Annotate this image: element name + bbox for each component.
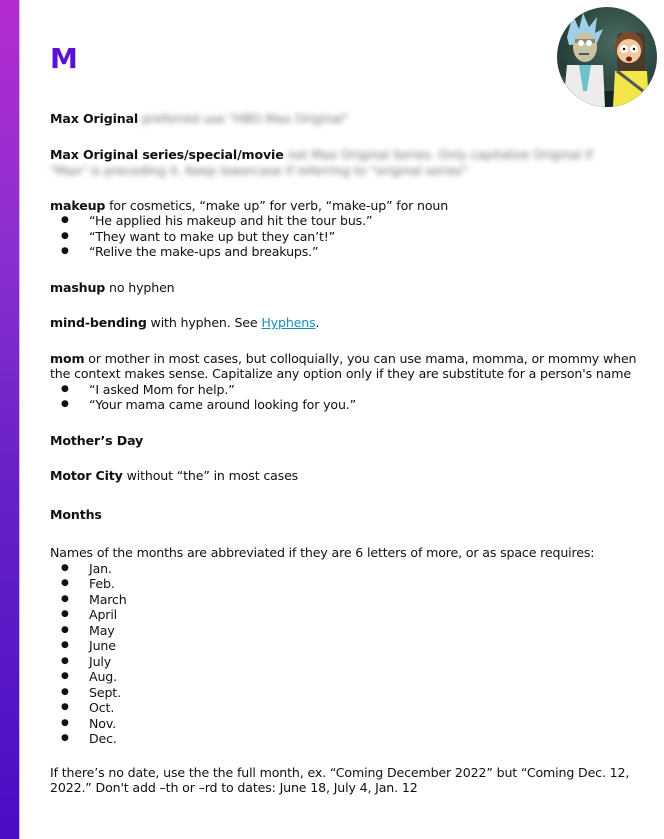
entry-mind-bending	[50, 315, 640, 331]
term: mind-bending	[50, 315, 147, 330]
entry-mothers-day	[50, 433, 640, 449]
definition: without “the” in most cases	[122, 468, 299, 483]
list-item: ● July	[50, 654, 640, 670]
definition: for cosmetics, “make up” for verb, “make-up” for noun	[105, 197, 449, 213]
list-item: ● Feb.	[50, 576, 640, 592]
definition: with hyphen. See	[146, 315, 262, 330]
list-item: ● Oct.	[50, 700, 640, 716]
entry-max-original	[50, 111, 640, 127]
term: mashup	[50, 279, 106, 295]
list-item: ● June	[50, 638, 640, 654]
redacted-definition-line2: "Max" is preceding it. Keep lowercase if referring to "original series"	[50, 163, 468, 178]
term: Motor City	[50, 468, 123, 483]
list-item: ● Jan.	[50, 561, 640, 577]
list-item: ● “Relive the make-ups and breakups.”	[50, 244, 640, 260]
list-item: ● Nov.	[50, 716, 640, 732]
list-item: ● Sept.	[50, 685, 640, 701]
list-item: ● “Your mama came around looking for you.”	[50, 397, 640, 413]
entry-motor-city	[50, 468, 640, 484]
term: Mother’s Day	[50, 432, 144, 448]
entry-max-original-series	[50, 147, 640, 179]
entry-months-heading	[50, 507, 640, 523]
months-heading: Months	[50, 506, 102, 522]
term: makeup	[50, 197, 106, 213]
list-item: ● “He applied his makeup and hit the tour bus.”	[50, 213, 640, 229]
list-item: ● May	[50, 623, 640, 639]
months-list	[50, 561, 640, 747]
examples-list	[50, 382, 640, 413]
term: mom	[50, 350, 85, 366]
term: Max Original	[50, 111, 139, 126]
accent-sidebar-edge	[19, 0, 20, 839]
list-item: ● April	[50, 607, 640, 623]
glossary-content	[50, 111, 640, 816]
list-item: ● Dec.	[50, 731, 640, 747]
term: Max Original series/special/movie	[50, 146, 284, 162]
entry-months	[50, 545, 640, 747]
redacted-definition: preferred use "HBO Max Original"	[141, 111, 349, 126]
list-item: ● “They want to make up but they can’t!”	[50, 229, 640, 245]
list-item: ● Aug.	[50, 669, 640, 685]
months-note: If there’s no date, use the the full month, ex. “Coming December 2022” but “Coming Dec. 12, 2022.” Don't add –th or –rd to dates: June 18, July 4, Jan. 12	[50, 764, 630, 795]
entry-mom	[50, 351, 640, 413]
avatar	[557, 7, 657, 107]
redacted-definition-line1: not Max Original Series. Only capitalize Original if	[287, 146, 593, 162]
definition: no hyphen	[105, 279, 175, 295]
hyphens-link[interactable]: Hyphens	[261, 315, 316, 330]
list-item: ● March	[50, 592, 640, 608]
rick-and-morty-avatar-icon	[557, 7, 657, 107]
definition: or mother in most cases, but colloquially, you can use mama, momma, or mommy when the context makes sense. Capitalize any option only if they are substitute for a person's name	[50, 350, 637, 381]
definition-suffix: .	[315, 315, 320, 330]
section-letter-heading: M	[50, 42, 78, 75]
entry-mashup	[50, 280, 640, 296]
examples-list	[50, 213, 640, 260]
list-item: ● “I asked Mom for help.”	[50, 382, 640, 398]
entry-makeup	[50, 198, 640, 260]
months-intro: Names of the months are abbreviated if they are 6 letters of more, or as space requires:	[50, 545, 595, 560]
accent-sidebar-bar	[0, 0, 19, 839]
